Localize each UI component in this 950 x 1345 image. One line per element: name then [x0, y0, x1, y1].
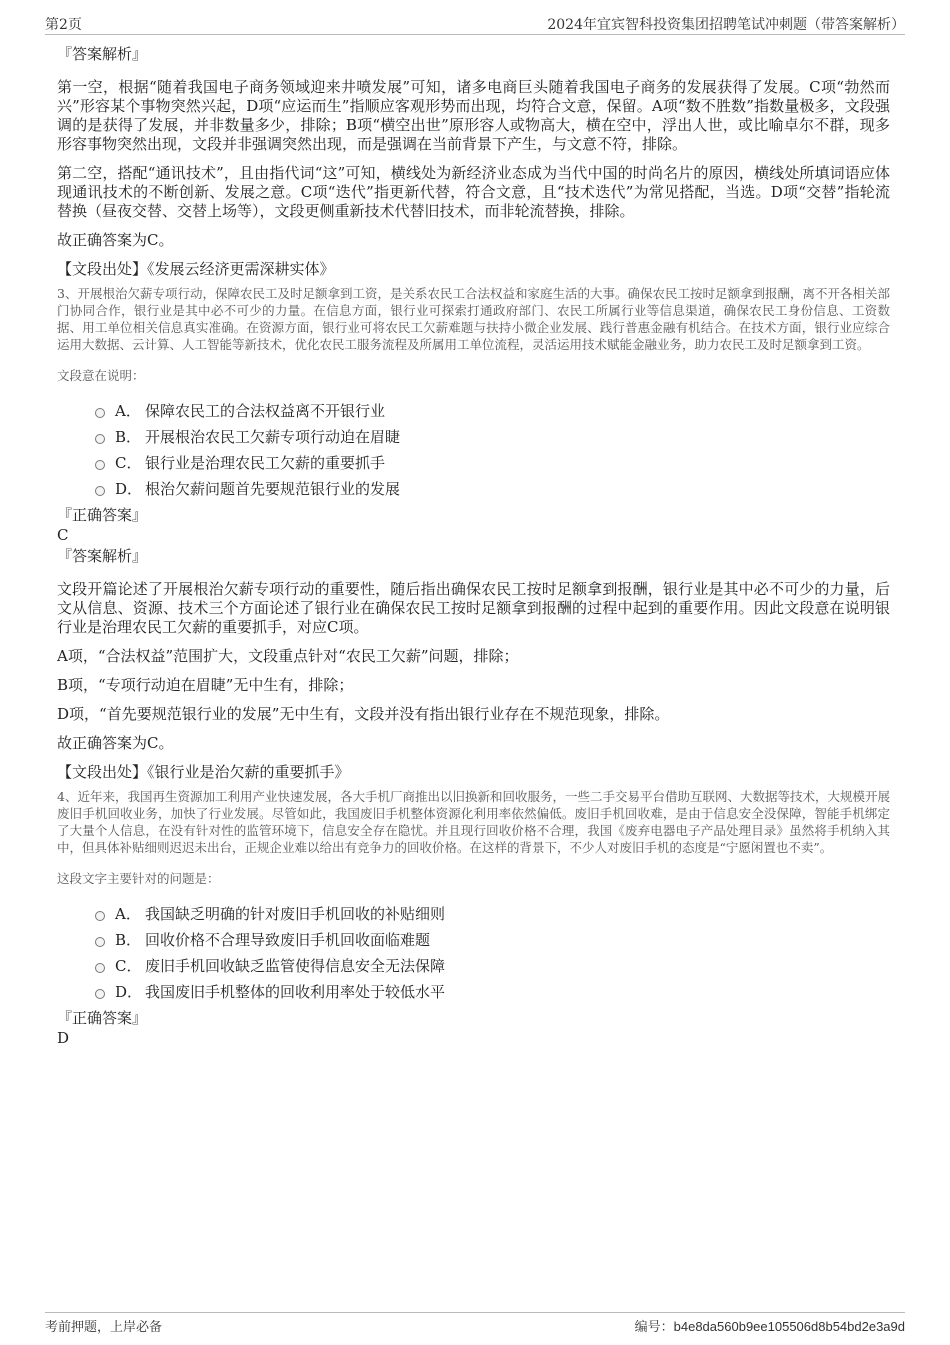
option-a[interactable]: A． 保障农民工的合法权益离不开银行业 [95, 398, 890, 424]
answer-q3: C [57, 526, 69, 544]
radio-icon[interactable] [95, 460, 105, 470]
option-c[interactable]: C． 银行业是治理农民工欠薪的重要抓手 [95, 450, 890, 476]
radio-icon[interactable] [95, 937, 105, 947]
question-4-prompt: 这段文字主要针对的问题是： [57, 871, 220, 886]
question-3-prompt: 文段意在说明： [57, 368, 145, 383]
radio-icon[interactable] [95, 434, 105, 444]
explain-p1-q2: 第一空，根据“随着我国电子商务领域迎来井喷发展”可知，诸多电商巨头随着我国电子商务的发展获得了发展。C项“勃然而兴”形容某个事物突然兴起，D项“应运而生”指顺应客观形势而出现，均符合文意，保留。A项“数不胜数”指数量极多，文段强调的是获得了发展，并非数量多少，排除；B项“横空出世”原形容人或物高大，横在空中，浮出人世，或比喻卓尔不群，现多形容事物突然出现，文段并非强调突然出现，而是强调在当前背景下产生，与文意不符，排除。 [57, 78, 890, 153]
answer-q4: D [57, 1029, 70, 1047]
option-c[interactable]: C． 废旧手机回收缺乏监管使得信息安全无法保障 [95, 953, 890, 979]
explain-pd-q3: D项，“首先要规范银行业的发展”无中生有，文段并没有指出银行业存在不规范现象，排除。 [57, 705, 670, 723]
question-3-options [95, 398, 890, 502]
option-b[interactable]: B． 开展根治农民工欠薪专项行动迫在眉睫 [95, 424, 890, 450]
page-footer [45, 1312, 905, 1337]
explain-label-q3: 『答案解析』 [57, 547, 148, 565]
option-d[interactable]: D． 我国废旧手机整体的回收利用率处于较低水平 [95, 979, 890, 1005]
explain-p2-q2: 第二空，搭配“通讯技术”，且由指代词“这”可知，横线处为新经济业态成为当代中国的时尚名片的原因，横线处所填词语应体现通讯技术的不断创新、发展之意。C项“迭代”指更新代替，符合文意，且“技术迭代”为常见搭配，当选。D项“交替”指轮流替换（昼夜交替、交替上场等），文段更侧重新技术代替旧技术，而非轮流替换，排除。 [57, 164, 890, 220]
question-4-options [95, 901, 890, 1005]
document-code: 编号：b4e8da560b9ee105506d8b54bd2e3a9d [634, 1319, 905, 1335]
explain-pb-q3: B项，“专项行动迫在眉睫”无中生有，排除； [57, 676, 354, 694]
option-a[interactable]: A． 我国缺乏明确的针对废旧手机回收的补贴细则 [95, 901, 890, 927]
document-title: 2024年宜宾智科投资集团招聘笔试冲刺题（带答案解析） [547, 17, 905, 33]
radio-icon[interactable] [95, 486, 105, 496]
conclusion-q2: 故正确答案为C。 [57, 231, 174, 249]
question-4: 4、近年来，我国再生资源加工利用产业快速发展，各大手机厂商推出以旧换新和回收服务，一些二手交易平台借助互联网、大数据等技术，大规模开展废旧手机回收业务，加快了行业发展。尽管如此，我国废旧手机整体资源化利用率依然偏低。废旧手机回收难，是由于信息安全没保障，智能手机绑定了大量个人信息，在没有针对性的监管环境下，信息安全存在隐忧。并且现行回收价格不合理，我国《废弃电器电子产品处理目录》虽然将手机纳入其中，但具体补贴细则迟迟未出台，正规企业难以给出有竞争力的回收价格。在这样的背景下，不少人对废旧手机的态度是“宁愿闲置也不卖”。 [57, 789, 890, 855]
page-header [45, 14, 905, 35]
explain-label-q2: 『答案解析』 [57, 45, 148, 63]
source-q2: 【文段出处】《发展云经济更需深耕实体》 [57, 260, 335, 278]
radio-icon[interactable] [95, 963, 105, 973]
explain-pa-q3: A项，“合法权益”范围扩大，文段重点针对“农民工欠薪”问题，排除； [57, 647, 519, 665]
conclusion-q3: 故正确答案为C。 [57, 734, 174, 752]
radio-icon[interactable] [95, 911, 105, 921]
footer-slogan: 考前押题，上岸必备 [45, 1320, 163, 1335]
radio-icon[interactable] [95, 408, 105, 418]
question-3: 3、开展根治欠薪专项行动，保障农民工及时足额拿到工资，是关系农民工合法权益和家庭生活的大事。确保农民工按时足额拿到报酬，离不开各相关部门协同合作，银行业是其中必不可少的力量。在信息方面，银行业可探索打通政府部门、农民工所属行业等信息渠道，确保农民工身份信息、工资数据、用工单位相关信息真实准确。在资源方面，银行业可将农民工欠薪难题与扶持小微企业发展、践行普惠金融有机结合。在技术方面，银行业应综合运用大数据、云计算、人工智能等新技术，优化农民工服务流程及所属用工单位流程，灵活运用技术赋能金融业务，助力农民工及时足额拿到工资。 [57, 286, 890, 352]
explain-p1-q3: 文段开篇论述了开展根治欠薪专项行动的重要性，随后指出确保农民工按时足额拿到报酬，银行业是其中必不可少的力量，后文从信息、资源、技术三个方面论述了银行业在确保农民工按时足额拿到报酬的过程中起到的重要作用。因此文段意在说明银行业是治理农民工欠薪的重要抓手，对应C项。 [57, 580, 890, 636]
radio-icon[interactable] [95, 989, 105, 999]
option-b[interactable]: B． 回收价格不合理导致废旧手机回收面临难题 [95, 927, 890, 953]
document-body [57, 44, 890, 1049]
answer-label-q4: 『正确答案』 [57, 1009, 148, 1027]
source-q3: 【文段出处】《银行业是治欠薪的重要抓手》 [57, 763, 350, 781]
option-d[interactable]: D． 根治欠薪问题首先要规范银行业的发展 [95, 476, 890, 502]
page-number: 第2页 [45, 17, 82, 33]
answer-label-q3: 『正确答案』 [57, 506, 148, 524]
